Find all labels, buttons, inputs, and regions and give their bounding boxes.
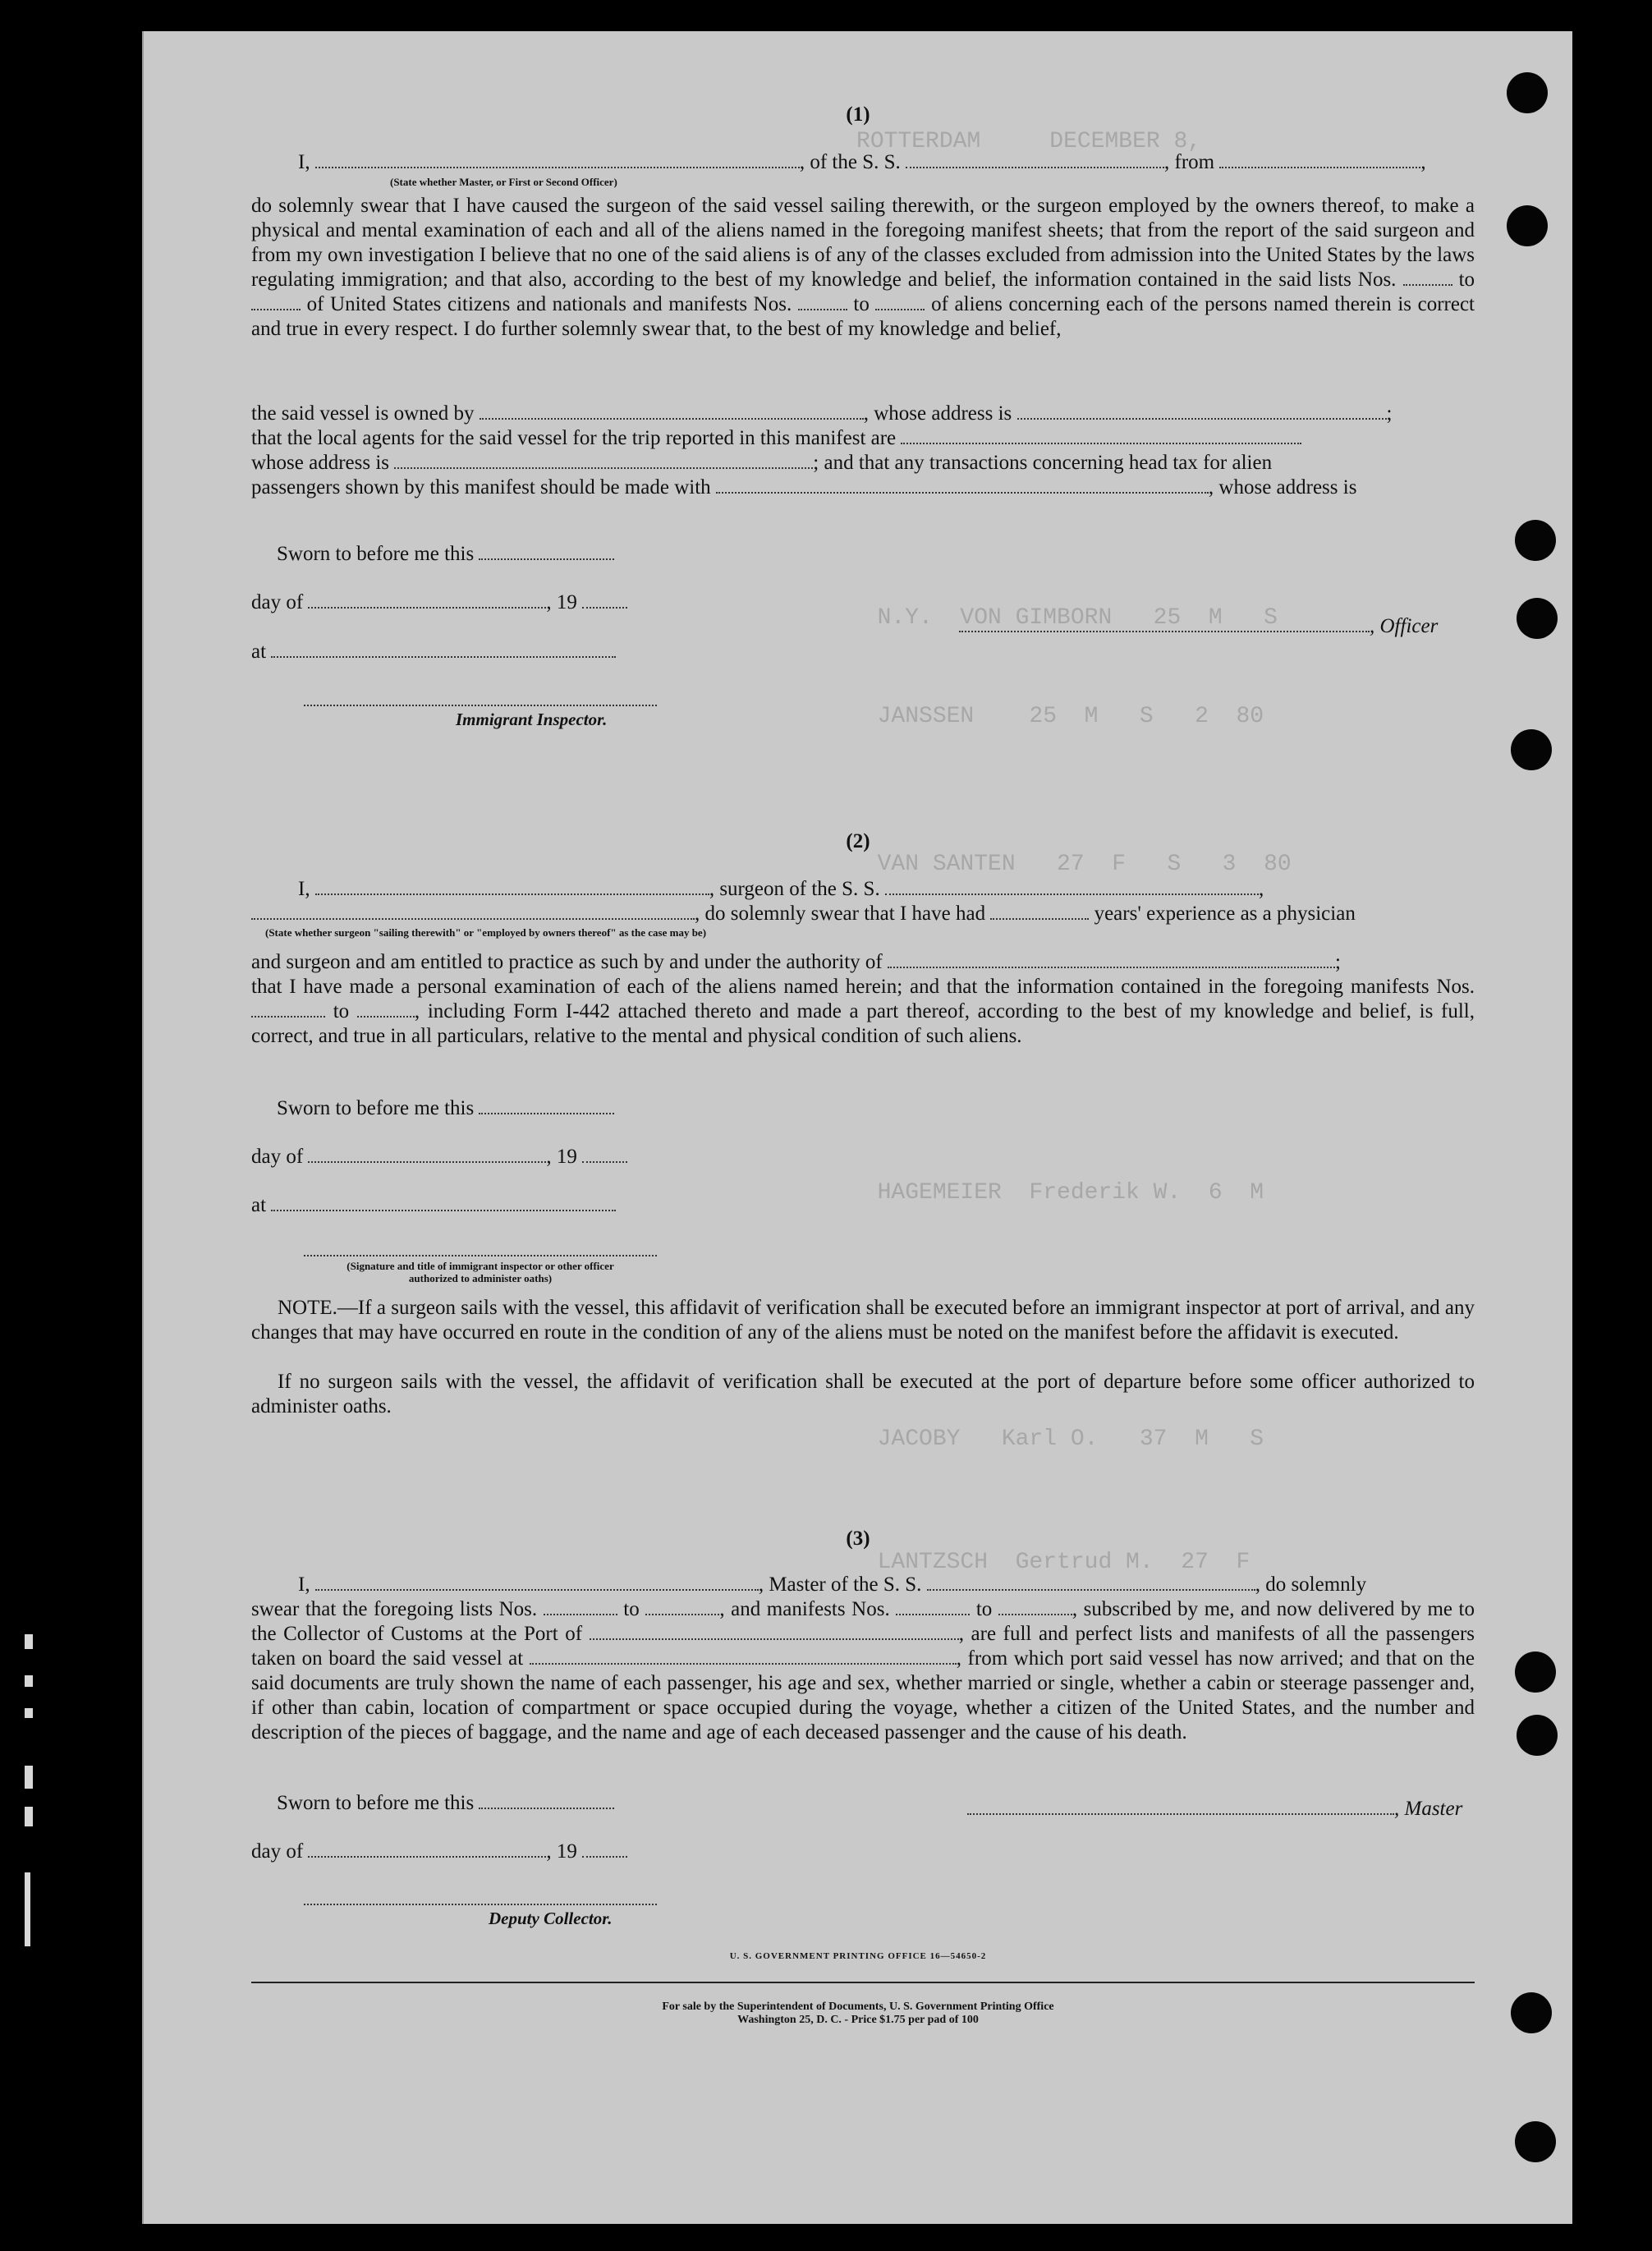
footer-rule: [251, 1982, 1475, 1983]
binder-hole: [1511, 729, 1552, 770]
officer-signature-field[interactable]: [959, 614, 1370, 632]
section-3-master-line: , Master: [967, 1797, 1462, 1821]
binder-hole: [1515, 520, 1556, 561]
port-of-arrival-field[interactable]: [590, 1622, 959, 1640]
scan-edge-mark: [25, 1675, 33, 1687]
sworn-date-field-2[interactable]: [479, 1096, 614, 1114]
section-2-number: (2): [846, 830, 870, 852]
section-2-body: that I have made a personal examination of each of the aliens named herein; and that the information contained in the foregoing manifests Nos. to , including Form I-442 attached thereto and made a part thereof, according to the best of my knowledge and belief, is full, correct, and true in all particulars, relative to the mental and physical condition of such aliens.: [251, 976, 1475, 1047]
section-1-at: at: [251, 640, 616, 664]
scan-edge-mark: [25, 1872, 30, 1946]
master-vessel-field[interactable]: [927, 1573, 1255, 1591]
authority-field[interactable]: [888, 950, 1335, 968]
master-officer-note: (State whether Master, or First or Second Officer): [390, 176, 617, 188]
section-1-oath-line: I, , of the S. S. , from ,: [298, 151, 1426, 173]
local-agents-line: that the local agents for the said vessel for the trip reported in this manifest are: [251, 426, 1301, 451]
section-2-sworn: Sworn to before me this: [277, 1096, 614, 1121]
binder-hole: [1517, 598, 1558, 639]
scan-edge-mark: [25, 1766, 33, 1789]
manifest-affidavit-sheet: [142, 31, 1572, 2224]
binder-hole: [1507, 72, 1548, 113]
bleed-through-text: JACOBY Karl O. 37 M S: [850, 1426, 1264, 1452]
local-agents-field[interactable]: [901, 426, 1301, 444]
master-name-field[interactable]: [315, 1573, 759, 1591]
section-3-number: (3): [846, 1527, 870, 1550]
binder-hole: [1515, 1651, 1556, 1693]
sworn-date-field-3[interactable]: [479, 1791, 614, 1809]
year-field-3[interactable]: [582, 1840, 627, 1858]
bleed-through-text: HAGEMEIER Frederik W. 6 M: [850, 1180, 1264, 1206]
binder-hole: [1517, 1715, 1558, 1756]
lists-from-field[interactable]: [1403, 268, 1452, 286]
section-1-officer-line: , Officer: [959, 614, 1438, 639]
vessel-owner-line: the said vessel is owned by , whose address is ;: [251, 402, 1393, 425]
day-of-field-3[interactable]: [308, 1840, 546, 1858]
lists-to-field[interactable]: [251, 292, 301, 310]
section-1-sworn: Sworn to before me this: [277, 542, 614, 567]
section-2-at: at: [251, 1193, 616, 1218]
section-3-oath-line: I, , Master of the S. S. , do solemnly: [298, 1573, 1367, 1596]
oath-officer-signature-line[interactable]: [304, 1255, 657, 1256]
master-lists-to-field[interactable]: [645, 1597, 719, 1615]
scan-edge-mark: [25, 1807, 33, 1826]
manifests-to-field[interactable]: [875, 292, 925, 310]
years-experience-field[interactable]: [990, 902, 1089, 920]
bleed-through-text: ROTTERDAM DECEMBER 8,: [718, 129, 1202, 154]
officer-rank-field[interactable]: [315, 150, 800, 168]
at-place-field-1[interactable]: [271, 640, 616, 658]
section-3-body: swear that the foregoing lists Nos. to , and manifests Nos. to , subscribed by me, and now delivered by me to the Collector of Customs at the Port of , are full and perfect lists and manifests of all the passengers taken on board the said vessel at , from which port said vessel has now arrived; and that on the said documents are truly shown the name of each passenger, his age and sex, whether married or single, whether a cabin or steerage passenger and, if other than cabin, location of compartment or space occupied during the voyage, whether a citizen of the United States, and the number and description of the pieces of baggage, and the name and age of each deceased passenger and the cause of his death.: [251, 1598, 1475, 1743]
surgeon-manifests-to-field[interactable]: [357, 999, 415, 1018]
from-port-field[interactable]: [1219, 150, 1420, 168]
agents-address-field[interactable]: [394, 451, 813, 469]
signature-title-note: (Signature and title of immigrant inspector or other officer authorized to administer oaths): [346, 1260, 614, 1284]
bleed-through-text: VAN SANTEN 27 F S 3 80: [850, 852, 1292, 877]
surgeon-note: NOTE.—If a surgeon sails with the vessel, this affidavit of verification shall be executed before an immigrant inspector at port of arrival, and any changes that may have occurred en route in the condition of any of the aliens must be noted on the manifest before the affidavit is executed.: [251, 1297, 1475, 1344]
section-2-oath-line: I, , surgeon of the S. S. ,: [298, 878, 1264, 900]
immigrant-inspector-label: Immigrant Inspector.: [456, 710, 608, 729]
gpo-imprint: U. S. GOVERNMENT PRINTING OFFICE 16—54650-2: [729, 1951, 987, 1961]
head-tax-party-field[interactable]: [716, 475, 1209, 494]
binder-hole: [1515, 2121, 1556, 2162]
deputy-collector-signature-line[interactable]: [304, 1904, 657, 1905]
section-2-day-of: day of , 19: [251, 1145, 627, 1169]
port-of-embarkation-field[interactable]: [530, 1647, 957, 1665]
master-signature-field[interactable]: [967, 1797, 1394, 1815]
day-of-field-1[interactable]: [308, 590, 546, 609]
bleed-through-text: N.Y. VON GIMBORN 25 M S: [850, 605, 1278, 631]
master-manifests-from-field[interactable]: [896, 1597, 970, 1615]
year-field-1[interactable]: [582, 590, 627, 609]
owner-address-field[interactable]: [1017, 402, 1387, 420]
master-manifests-to-field[interactable]: [998, 1597, 1072, 1615]
sworn-date-field-1[interactable]: [479, 542, 614, 560]
bleed-through-text: JANSSEN 25 M S 2 80: [850, 704, 1264, 729]
bleed-through-text: LANTZSCH Gertrud M. 27 F: [850, 1550, 1250, 1575]
surgeon-manifests-from-field[interactable]: [251, 999, 325, 1018]
no-surgeon-note: If no surgeon sails with the vessel, the affidavit of verification shall be executed at the port of departure before some officer authorized to administer oaths.: [251, 1371, 1475, 1417]
section-3-day-of: day of , 19: [251, 1840, 627, 1864]
scan-edge-mark: [25, 1708, 33, 1718]
head-tax-line: passengers shown by this manifest should be made with , whose address is: [251, 476, 1357, 498]
footer-line-2: Washington 25, D. C. - Price $1.75 per pad of 100: [737, 2014, 979, 2026]
section-3-sworn: Sworn to before me this: [277, 1791, 614, 1816]
section-1-number: (1): [846, 103, 870, 126]
surgeon-vessel-field[interactable]: [885, 877, 1259, 895]
owner-field[interactable]: [480, 402, 864, 420]
vessel-name-field[interactable]: [906, 150, 1164, 168]
scan-edge-mark: [25, 1634, 33, 1649]
at-place-field-2[interactable]: [271, 1193, 616, 1211]
binder-hole: [1507, 205, 1548, 246]
section-1-day-of: day of , 19: [251, 590, 627, 615]
inspector-signature-line[interactable]: [304, 705, 657, 706]
day-of-field-2[interactable]: [308, 1145, 546, 1163]
master-lists-from-field[interactable]: [544, 1597, 617, 1615]
practice-authority-line: and surgeon and am entitled to practice as such by and under the authority of ;: [251, 951, 1341, 973]
footer-line-1: For sale by the Superintendent of Documents, U. S. Government Printing Office: [662, 2001, 1054, 2013]
agents-address-line: whose address is ; and that any transactions concerning head tax for alien: [251, 452, 1273, 474]
binder-hole: [1511, 1992, 1552, 2033]
section-1-body: do solemnly swear that I have caused the surgeon of the said vessel sailing therewith, or the surgeon employed by the owners thereof, to make a physical and mental examination of each and all of the aliens named in the foregoing manifest sheets; that from the report of the said surgeon and from my own investigation I believe that no one of the said aliens is of any of the classes excluded from admission into the United States by the laws regulating immigration; and that also, according to the best of my knowledge and belief, the information contained in the said lists Nos. to of United States citizens and nationals and manifests Nos. to of aliens concerning each of the persons named therein is correct and true in every respect. I do further solemnly swear that, to the best of my knowledge and belief,: [251, 195, 1475, 340]
section-2-experience-line: , do solemnly swear that I have had years' experience as a physician: [251, 902, 1356, 926]
surgeon-status-note: (State whether surgeon "sailing therewith" or "employed by owners thereof" as the case may be): [265, 926, 707, 939]
surgeon-status-field[interactable]: [251, 902, 695, 920]
year-field-2[interactable]: [582, 1145, 627, 1163]
surgeon-name-field[interactable]: [315, 877, 709, 895]
manifests-from-field[interactable]: [798, 292, 847, 310]
deputy-collector-label: Deputy Collector.: [489, 1909, 613, 1928]
